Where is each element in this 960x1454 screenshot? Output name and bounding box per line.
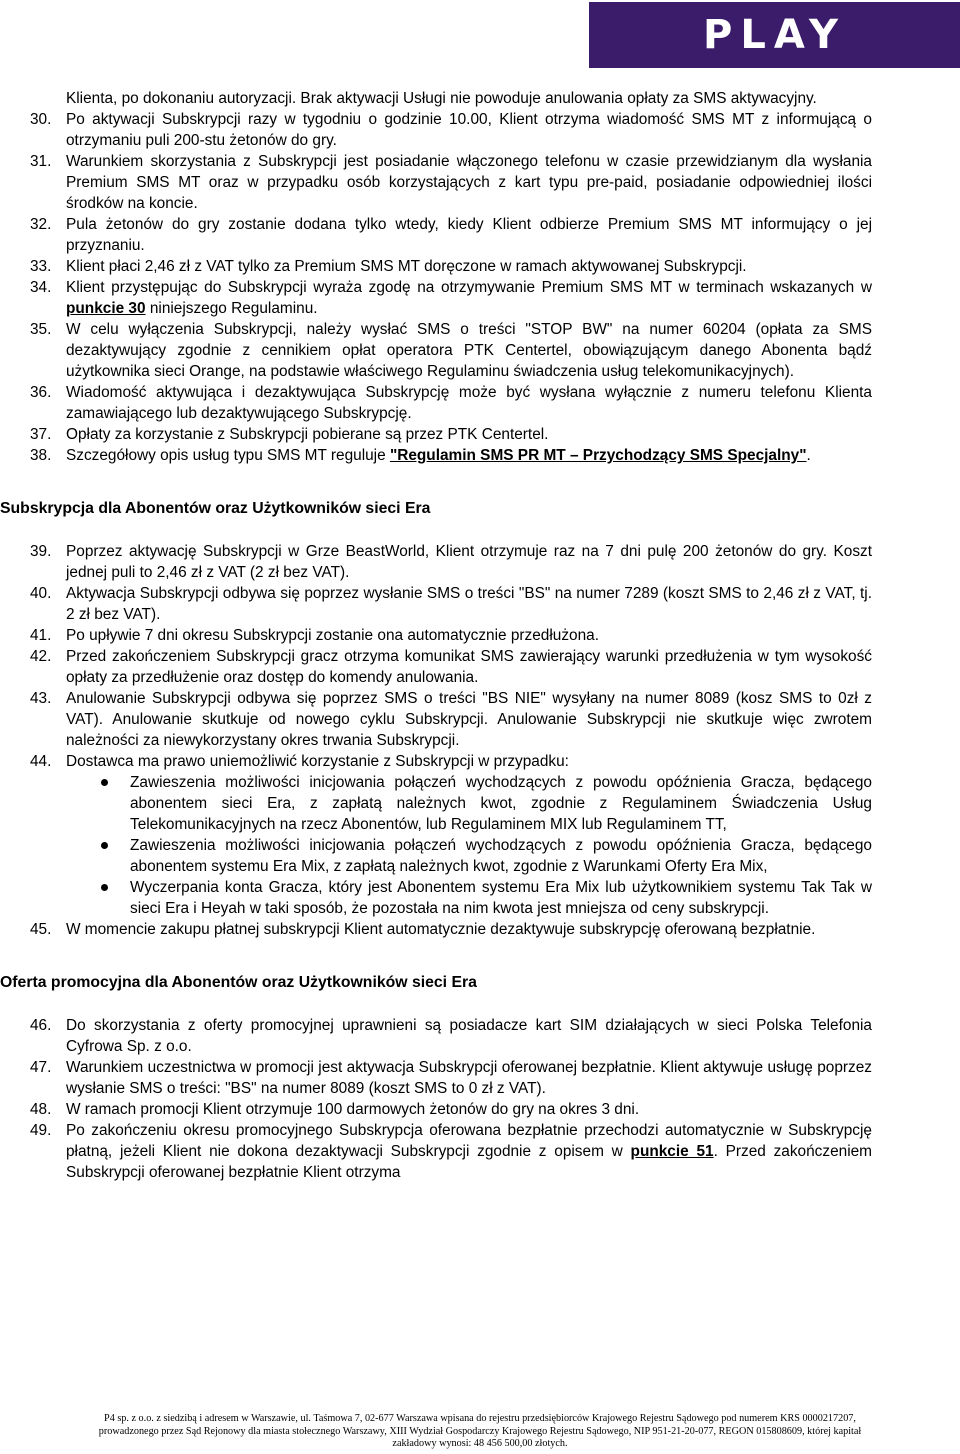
list-item-text: Aktywacja Subskrypcji odbywa się poprzez wysłanie SMS o treści "BS" na numer 7289 (koszt SMS to 2,46 zł z VAT, tj. 2 zł bez VAT). — [66, 585, 872, 623]
list-item-text: Po aktywacji Subskrypcji razy w tygodniu o godzinie 10.00, Klient otrzyma wiadomość SMS MT z informującą o otrzymaniu puli 200-stu żetonów do gry. — [66, 111, 872, 149]
list-item-number: 46. — [30, 1017, 52, 1034]
list-item-text: Po upływie 7 dni okresu Subskrypcji zostanie ona automatycznie przedłużona. — [66, 627, 599, 644]
heading-promo: Oferta promocyjna dla Abonentów oraz Użytkowników sieci Era — [0, 974, 477, 991]
list-item — [0, 625, 872, 646]
bullet-icon — [101, 842, 108, 849]
list-item-number: 30. — [30, 111, 52, 128]
bullet-list-44 — [0, 772, 872, 919]
bullet-item — [0, 877, 872, 919]
list-item-49: 49. Po zakończeniu okresu promocyjnego Subskrypcja oferowana bezpłatnie przechodzi automatycznie w Subskrypcję płatną, jeżeli Klient nie dokona dezaktywacji Subskrypcji zgodnie z opisem w punkcie 51. Przed zakończeniem Subskrypcji oferowanej bezpłatnie Klient otrzyma — [30, 1122, 872, 1181]
list-item-number: 39. — [30, 543, 52, 560]
document-body — [0, 88, 872, 1183]
list-item-number: 42. — [30, 648, 52, 665]
list-item — [0, 382, 872, 424]
list-item — [0, 424, 872, 445]
bullet-text: Wyczerpania konta Gracza, który jest Abonentem systemu Era Mix lub użytkownikiem systemu Tak Tak w sieci Era i Heyah w taki sposób, że pozostała na nim kwota jest mniejsza od ceny subskrypcji. — [130, 879, 872, 917]
list-item-number: 32. — [30, 216, 52, 233]
footer-line-2: prowadzonego przez Sąd Rejonowy dla miasta stołecznego Warszawy, XIII Wydział Gospodarczy Krajowego Rejestru Sądowego, NIP 951-21-20-077, REGON 015808609, której kapitał — [98, 1425, 862, 1437]
list-item-number: 48. — [30, 1101, 52, 1118]
list-item-text: Dostawca ma prawo uniemożliwić korzystanie z Subskrypcji w przypadku: — [66, 753, 569, 770]
list-item-34: 34. Klient przystępując do Subskrypcji wyraża zgodę na otrzymywanie Premium SMS MT w terminach wskazanych w punkcie 30 niniejszego Regulaminu. — [30, 279, 872, 317]
bullet-icon — [101, 779, 108, 786]
list-item-number: 40. — [30, 585, 52, 602]
list-item-text: W ramach promocji Klient otrzymuje 100 darmowych żetonów do gry na okres 3 dni. — [66, 1101, 640, 1118]
list-item-number: 36. — [30, 384, 52, 401]
list-item-text: Przed zakończeniem Subskrypcji gracz otrzyma komunikat SMS zawierający warunki przedłużenia w tym wysokość opłaty za przedłużenie oraz dostęp do komendy anulowania. — [66, 648, 872, 686]
bullet-text: Zawieszenia możliwości inicjowania połączeń wychodzących z powodu opóźnienia Gracza, będącego abonentem systemu Era Mix, z zapłatą należnych kwot, zgodnie z Warunkami Oferty Era Mix, — [130, 837, 872, 875]
list-section-1 — [0, 109, 872, 277]
bullet-icon — [101, 884, 108, 891]
bullet-item — [0, 772, 872, 835]
page-footer — [0, 1413, 960, 1451]
list-item-text: Pula żetonów do gry zostanie dodana tylko wtedy, kiedy Klient odbierze Premium SMS MT informujący o jej przyznaniu. — [66, 216, 872, 254]
list-item-text: Klient płaci 2,46 zł z VAT tylko za Premium SMS MT doręczone w ramach aktywowanej Subskrypcji. — [66, 258, 747, 275]
list-item-text: Warunkiem uczestnictwa w promocji jest aktywacja Subskrypcji oferowanej bezpłatnie. Klient aktywuje usługę poprzez wysłanie SMS o treści: "BS" na numer 8089 (koszt SMS to 0 zł z VAT). — [66, 1059, 872, 1097]
list-item-number: 47. — [30, 1059, 52, 1076]
list-item-text: Do skorzystania z oferty promocyjnej uprawnieni są posiadacze kart SIM działających w sieci Polska Telefonia Cyfrowa Sp. z o.o. — [66, 1017, 872, 1055]
list-item-number: 44. — [30, 753, 52, 770]
play-logo — [589, 2, 960, 68]
continued-paragraph: Klienta, po dokonaniu autoryzacji. Brak aktywacji Usługi nie powoduje anulowania opłaty za SMS aktywacyjny. — [66, 90, 817, 107]
list-item — [0, 646, 872, 688]
list-item-38: 38. Szczegółowy opis usług typu SMS MT reguluje "Regulamin SMS PR MT – Przychodzący SMS Specjalny". — [30, 447, 811, 464]
list-item-number: 43. — [30, 690, 52, 707]
list-item-number: 31. — [30, 153, 52, 170]
list-item — [0, 541, 872, 583]
list-item-number: 41. — [30, 627, 52, 644]
list-item-text: Opłaty za korzystanie z Subskrypcji pobierane są przez PTK Centertel. — [66, 426, 549, 443]
list-item-text: Wiadomość aktywująca i dezaktywująca Subskrypcję może być wysłana wyłącznie z numeru telefonu Klienta zamawiającego lub dezaktywującego Subskrypcję. — [66, 384, 872, 422]
link-punkcie-30[interactable]: punkcie 30 — [66, 300, 146, 317]
logo-text: PLAY — [703, 12, 846, 58]
list-item-number: 33. — [30, 258, 52, 275]
list-item-45: 45. W momencie zakupu płatnej subskrypcji Klient automatycznie dezaktywuje subskrypcję oferowaną bezpłatnie. — [30, 921, 816, 938]
list-item-number: 35. — [30, 321, 52, 338]
footer-line-3: zakładowy wynosi: 48 456 500,00 złotych. — [392, 1438, 568, 1449]
list-item-text: W celu wyłączenia Subskrypcji, należy wysłać SMS o treści "STOP BW" na numer 60204 (opłata za SMS dezaktywujący zgodnie z cennikiem opłat operatora PTK Centertel, obowiązującym danego Abonenta bądź użytkownika sieci Orange, na podstawie właściwego Regulaminu świadczenia usług telekomunikacyjnych). — [66, 321, 872, 380]
list-item — [0, 151, 872, 214]
list-item — [0, 1099, 872, 1120]
link-punkcie-51[interactable]: punkcie 51 — [630, 1143, 714, 1160]
list-item — [0, 688, 872, 751]
bullet-item — [0, 835, 872, 877]
bullet-text: Zawieszenia możliwości inicjowania połączeń wychodzących z powodu opóźnienia Gracza, będącego abonentem sieci Era, z zapłatą należnych kwot, zgodnie z Regulaminem Świadczenia Usług Telekomunikacyjnych na rzecz Abonentów, lub Regulaminem MIX lub Regulaminem TT, — [130, 774, 872, 833]
list-item — [0, 256, 872, 277]
list-item — [0, 751, 872, 772]
list-section-3 — [0, 541, 872, 772]
list-item — [0, 319, 872, 382]
list-item-number: 37. — [30, 426, 52, 443]
heading-era: Subskrypcja dla Abonentów oraz Użytkowników sieci Era — [0, 500, 431, 517]
list-item-text: Anulowanie Subskrypcji odbywa się poprzez SMS o treści "BS NIE" wysyłany na numer 8089 (kosz SMS to 0zł z VAT). Anulowanie skutkuje od nowego cyklu Subskrypcji. Anulowanie Subskrypcji nie skutkuje więc zwrotem należności za niewykorzystany okres trwania Subskrypcji. — [66, 690, 872, 749]
list-item — [0, 1015, 872, 1057]
list-section-2 — [0, 319, 872, 445]
list-item — [0, 214, 872, 256]
list-item — [0, 109, 872, 151]
list-item-text: Poprzez aktywację Subskrypcji w Grze BeastWorld, Klient otrzymuje raz na 7 dni pulę 200 żetonów do gry. Koszt jednej puli to 2,46 zł z VAT (2 zł bez VAT). — [66, 543, 872, 581]
list-item — [0, 1057, 872, 1099]
link-regulamin-sms[interactable]: "Regulamin SMS PR MT – Przychodzący SMS Specjalny" — [389, 447, 807, 464]
list-item-text: Warunkiem skorzystania z Subskrypcji jest posiadanie włączonego telefonu w czasie przewidzianym dla wysłania Premium SMS MT oraz w przypadku osób korzystających z kart typu pre-paid, posiadanie odpowiedniej ilości środków na koncie. — [66, 153, 872, 212]
footer-line-1: P4 sp. z o.o. z siedzibą i adresem w Warszawie, ul. Taśmowa 7, 02-677 Warszawa wpisana do rejestru przedsiębiorców Krajowego Rejestru Sądowego pod numerem KRS 0000217207, — [104, 1413, 856, 1424]
list-section-4 — [0, 1015, 872, 1120]
list-item — [0, 583, 872, 625]
